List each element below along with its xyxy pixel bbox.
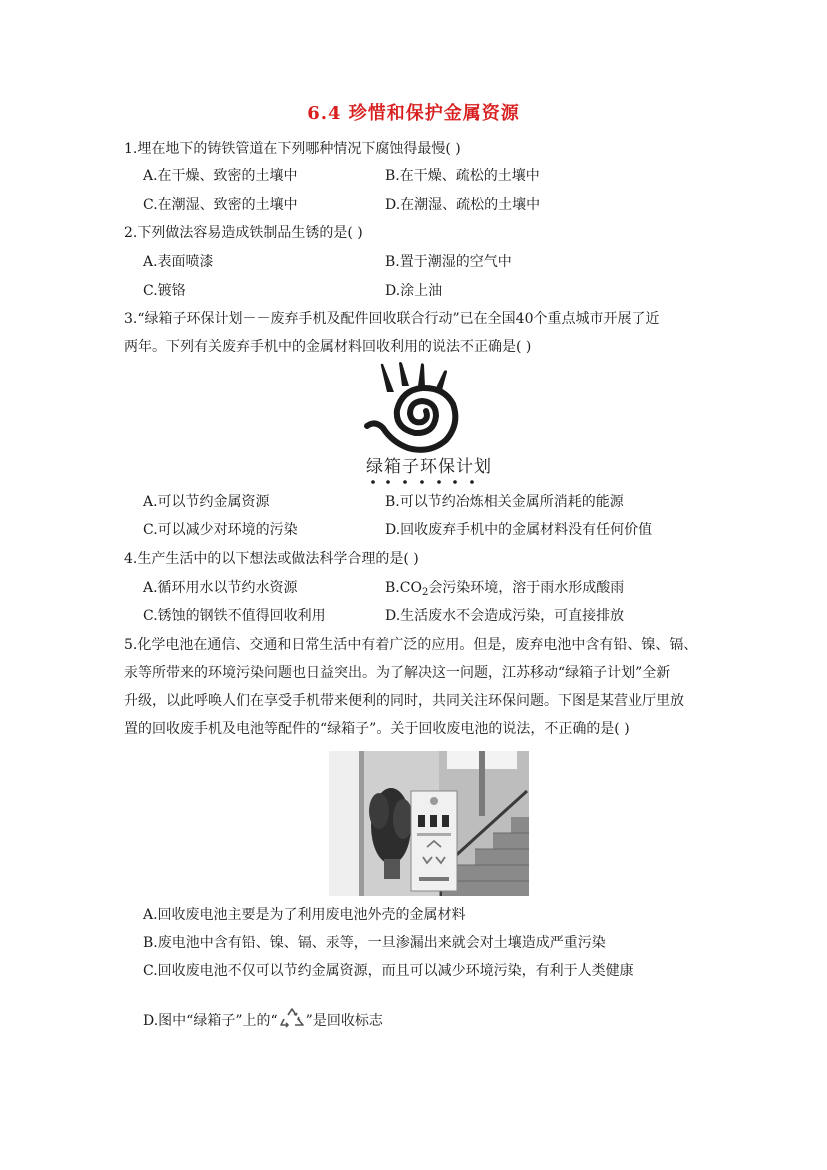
question-3-stem-line2: 两年。下列有关废弃手机中的金属材料回收利用的说法不正确是( ) [124, 339, 532, 355]
logo-dot-row [369, 478, 481, 486]
co2-formula-prefix: B.CO [385, 580, 422, 596]
question-4-option-b [385, 578, 624, 598]
question-5-stem-line3: 升级，以此呼唤人们在享受手机带来便利的同时，共同关注环保问题。下图是某营业厅里放 [124, 693, 684, 709]
green-box-recycling-photo [329, 751, 529, 896]
question-4-option-b-text: 会污染环境，溶于雨水形成酸雨 [428, 580, 625, 596]
question-5-option-d-prefix: D.图中“绿箱子”上的“ [143, 1013, 278, 1029]
question-1-option-b: B.在干燥、疏松的土壤中 [385, 168, 540, 184]
question-2-option-b: B.置于潮湿的空气中 [385, 254, 512, 270]
page-title: 6.4 珍惜和保护金属资源 [307, 103, 520, 124]
question-5-option-a: A.回收废电池主要是为了利用废电池外壳的金属材料 [143, 907, 466, 923]
question-3-option-b: B.可以节约冶炼相关金属所消耗的能源 [385, 494, 624, 510]
question-4-option-a: A.循环用水以节约水资源 [143, 580, 298, 596]
question-4-stem: 4.生产生活中的以下想法或做法科学合理的是( ) [124, 551, 419, 567]
question-3-option-c: C.可以减少对环境的污染 [143, 522, 298, 538]
recycle-icon [279, 1006, 305, 1030]
question-2-option-d: D.涂上油 [385, 283, 443, 299]
question-5-stem-line2: 汞等所带来的环境污染问题也日益突出。为了解决这一问题，江苏移动“绿箱子计划”全新 [124, 665, 671, 681]
question-5-stem-line4: 置的回收废手机及电池等配件的“绿箱子”。关于回收废电池的说法，不正确的是( ) [124, 721, 630, 737]
question-4-option-d: D.生活废水不会造成污染，可直接排放 [385, 608, 625, 624]
question-1-option-a: A.在干燥、致密的土壤中 [143, 168, 298, 184]
question-2-option-a: A.表面喷漆 [143, 254, 214, 270]
question-2-option-c: C.镀铬 [143, 283, 186, 299]
question-1-option-c: C.在潮湿、致密的土壤中 [143, 197, 298, 213]
question-3-option-a: A.可以节约金属资源 [143, 494, 270, 510]
question-1-stem: 1.埋在地下的铸铁管道在下列哪种情况下腐蚀得最慢( ) [124, 141, 461, 157]
question-4-option-c: C.锈蚀的钢铁不值得回收利用 [143, 608, 326, 624]
question-5-option-c: C.回收废电池不仅可以节约金属资源，而且可以减少环境污染，有利于人类健康 [143, 963, 634, 979]
co2-subscript: 2 [421, 587, 429, 598]
question-1-option-d: D.在潮湿、疏松的土壤中 [385, 197, 541, 213]
question-5-option-d [143, 1006, 383, 1031]
question-5-option-d-suffix: ”是回收标志 [305, 1013, 383, 1029]
logo-caption: 绿箱子环保计划 [366, 457, 492, 477]
question-3-stem-line1: 3.“绿箱子环保计划－－废弃手机及配件回收联合行动”已在全国40个重点城市开展了近 [124, 311, 660, 327]
question-2-stem: 2.下列做法容易造成铁制品生锈的是( ) [124, 225, 363, 241]
question-3-option-d: D.回收废弃手机中的金属材料没有任何价值 [385, 522, 653, 538]
question-5-stem-line1: 5.化学电池在通信、交通和日常生活中有着广泛的应用。但是，废弃电池中含有铅、镍、镉、 [124, 637, 698, 653]
question-5-option-b: B.废电池中含有铅、镍、镉、汞等，一旦渗漏出来就会对土壤造成严重污染 [143, 935, 606, 951]
